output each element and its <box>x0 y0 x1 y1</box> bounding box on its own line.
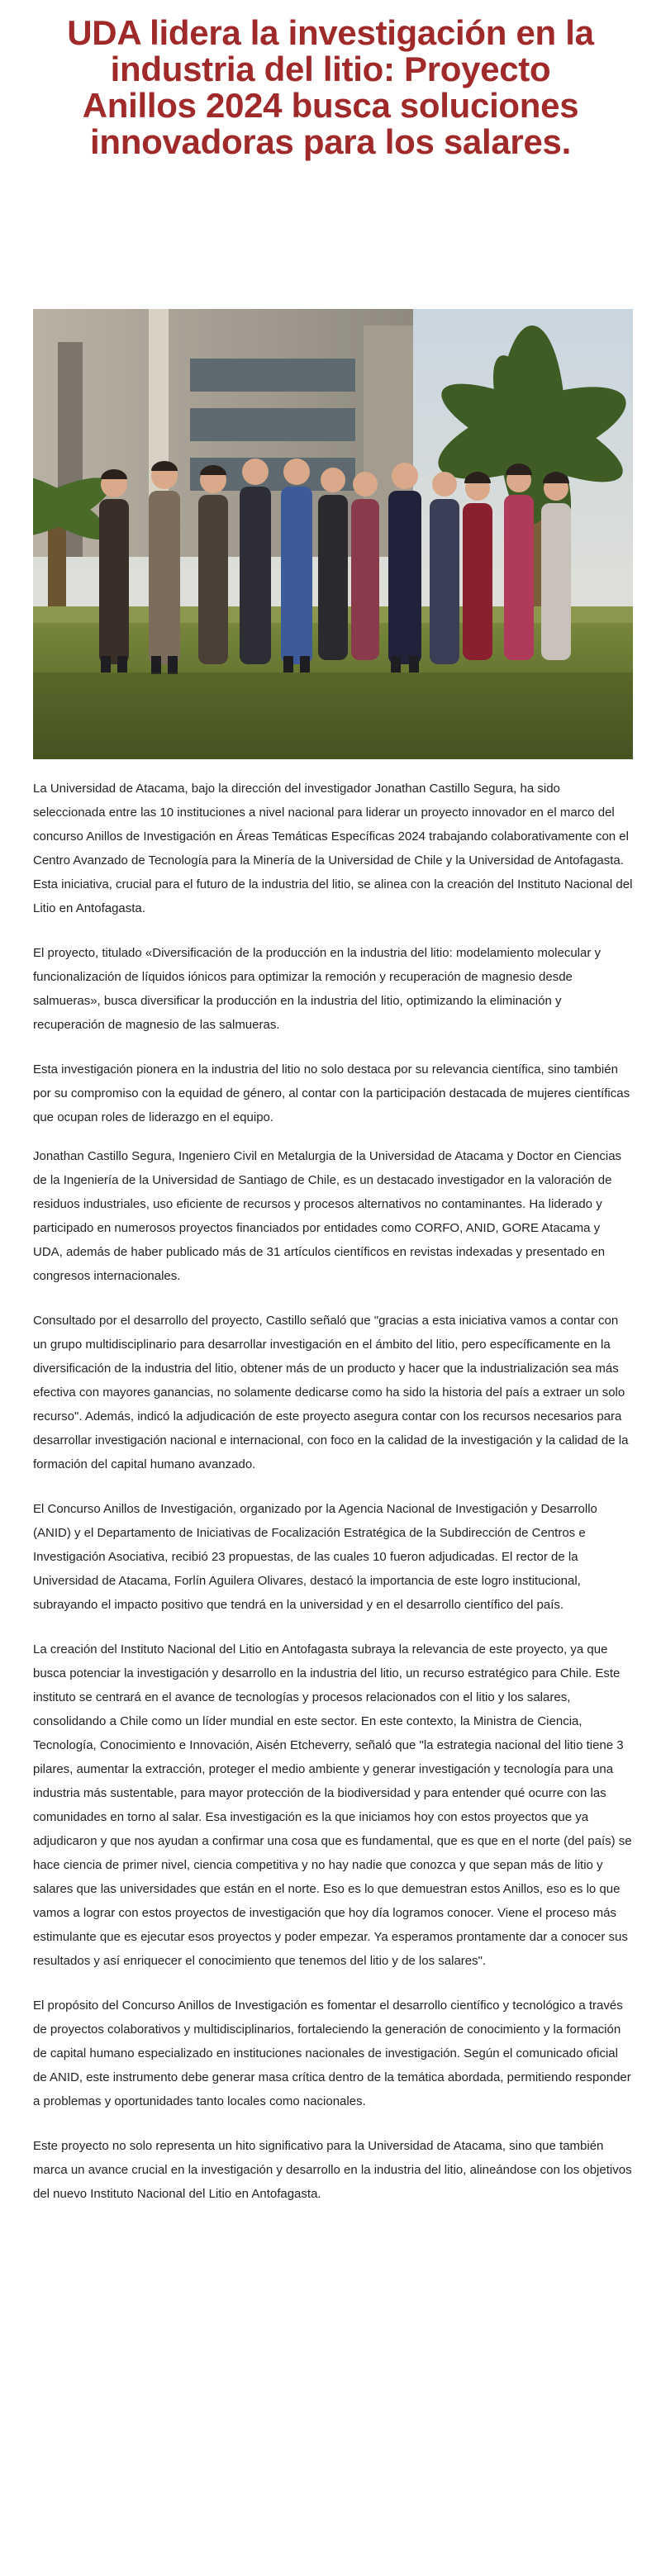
paragraph: La Universidad de Atacama, bajo la dirección del investigador Jonathan Castillo Segura, ha sido seleccionada entre las 10 instituciones a nivel nacional para liderar un proyecto innovador en el marco del concurso Anillos de Investigación en Áreas Temáticas Específicas 2024 trabajando colaborativamente con el Centro Avanzado de Tecnología para la Minería de la Universidad de Chile y la Universidad de Antofagasta. Esta iniciativa, crucial para el futuro de la industria del litio, se alinea con la creación del Instituto Nacional del Litio en Antofagasta. <box>33 782 633 915</box>
paragraph: Este proyecto no solo representa un hito significativo para la Universidad de Atacama, sino que también marca un avance crucial en la investigación y desarrollo en la industria del litio, alineándose con los objetivos del nuevo Instituto Nacional del Litio en Antofagasta. <box>33 2139 632 2201</box>
group-photo <box>33 309 633 759</box>
article-title: UDA lidera la investigación en la industria del litio: Proyecto Anillos 2024 busca soluciones innovadoras para los salares. <box>67 13 594 161</box>
paragraph: Esta investigación pionera en la industria del litio no solo destaca por su relevancia científica, sino también por su compromiso con la equidad de género, al contar con la participación destacada de mujeres científicas que ocupan roles de liderazgo en el equipo. <box>33 1062 630 1124</box>
paragraph: El proyecto, titulado «Diversificación de la producción en la industria del litio: modelamiento molecular y funcionalización de líquidos iónicos para optimizar la remoción y recuperación de magnesio desde salmueras», busca diversificar la producción en la industria del litio, optimizando la eliminación y recuperación de magnesio de las salmueras. <box>33 946 602 1032</box>
paragraph: Jonathan Castillo Segura, Ingeniero Civil en Metalurgia de la Universidad de Atacama y Doctor en Ciencias de la Ingeniería de la Universidad de Santiago de Chile, es un destacado investigador en la valoración de residuos industriales, uso eficiente de recursos y procesos alternativos no contaminantes. Ha liderado y participado en numerosos proyectos financiados por entidades como CORFO, ANID, GORE Atacama y UDA, además de haber publicado más de 31 artículos científicos en revistas indexadas y presentado en congresos internacionales. <box>33 1149 622 1283</box>
paragraph: El Concurso Anillos de Investigación, organizado por la Agencia Nacional de Investigación y Desarrollo (ANID) y el Departamento de Iniciativas de Focalización Estratégica de la Subdirección de Centros e Investigación Asociativa, recibió 23 propuestas, de las cuales 10 fueron adjudicadas. El rector de la Universidad de Atacama, Forlín Aguilera Olivares, destacó la importancia de este logro institucional, subrayando el impacto positivo que tendrá en la universidad y en el desarrollo científico del país. <box>33 1502 597 1612</box>
paragraph: Consultado por el desarrollo del proyecto, Castillo señaló que "gracias a esta iniciativa vamos a contar con un grupo multidisciplinario para desarrollar investigación en el ámbito del litio, pero específicamente en la diversificación de la industria del litio, obtener más de un producto y hacer que la industrialización sea más efectiva con mayores ganancias, no solamente dedicarse como ha sido la historia del país a extraer un solo recurso". Además, indicó la adjudicación de este proyecto asegura contar con los recursos necesarios para desarrollar investigación nacional e internacional, con foco en la calidad de la investigación y la calidad de la formación del capital humano avanzado. <box>33 1314 629 1471</box>
paragraph: El propósito del Concurso Anillos de Investigación es fomentar el desarrollo científico y tecnológico a través de proyectos colaborativos y multidisciplinarios, fortaleciendo la generación de conocimiento y la formación de capital humano especializado en instituciones nacionales de investigación. Según el comunicado oficial de ANID, este instrumento debe generar masa crítica dentro de la temática abordada, permitiendo responder a problemas y oportunidades tanto locales como nacionales. <box>33 1999 631 2108</box>
paragraph: La creación del Instituto Nacional del Litio en Antofagasta subraya la relevancia de este proyecto, ya que busca potenciar la investigación y desarrollo en la industria del litio, un recurso estratégico para Chile. Este instituto se centrará en el avance de tecnologías y procesos relacionados con el litio y los salares, consolidando a Chile como un líder mundial en este sector. En este contexto, la Ministra de Ciencia, Tecnología, Conocimiento e Innovación, Aisén Etcheverry, señaló que "la estrategia nacional del litio tiene 3 pilares, aumentar la extracción, proteger el medio ambiente y generar investigación y tecnología para una industria más sustentable, para mayor protección de la biodiversidad y para entender qué ocurre con las comunidades en torno al salar. Esa investigación es la que iniciamos hoy con estos proyectos que ya adjudicaron y que nos ayudan a confirmar una cosa que es fundamental, que es que en el norte (del país) se hace ciencia de primer nivel, ciencia competitiva y no hay nadie que conozca y que sepan más de litio y salares que las universidades que están en el norte. Eso es lo que demuestran estos Anillos, eso es lo que vamos a lograr con estos proyectos de investigación que hoy día logramos conocer. Viene el proceso más estimulante que es ejecutar esos proyectos y poder empezar. Ya esperamos prontamente dar a conocer sus resultados y así enriquecer el conocimiento que tenemos del litio y de los salares". <box>33 1642 632 1968</box>
article-body <box>33 777 633 2227</box>
group-photo-illustration <box>33 309 633 759</box>
